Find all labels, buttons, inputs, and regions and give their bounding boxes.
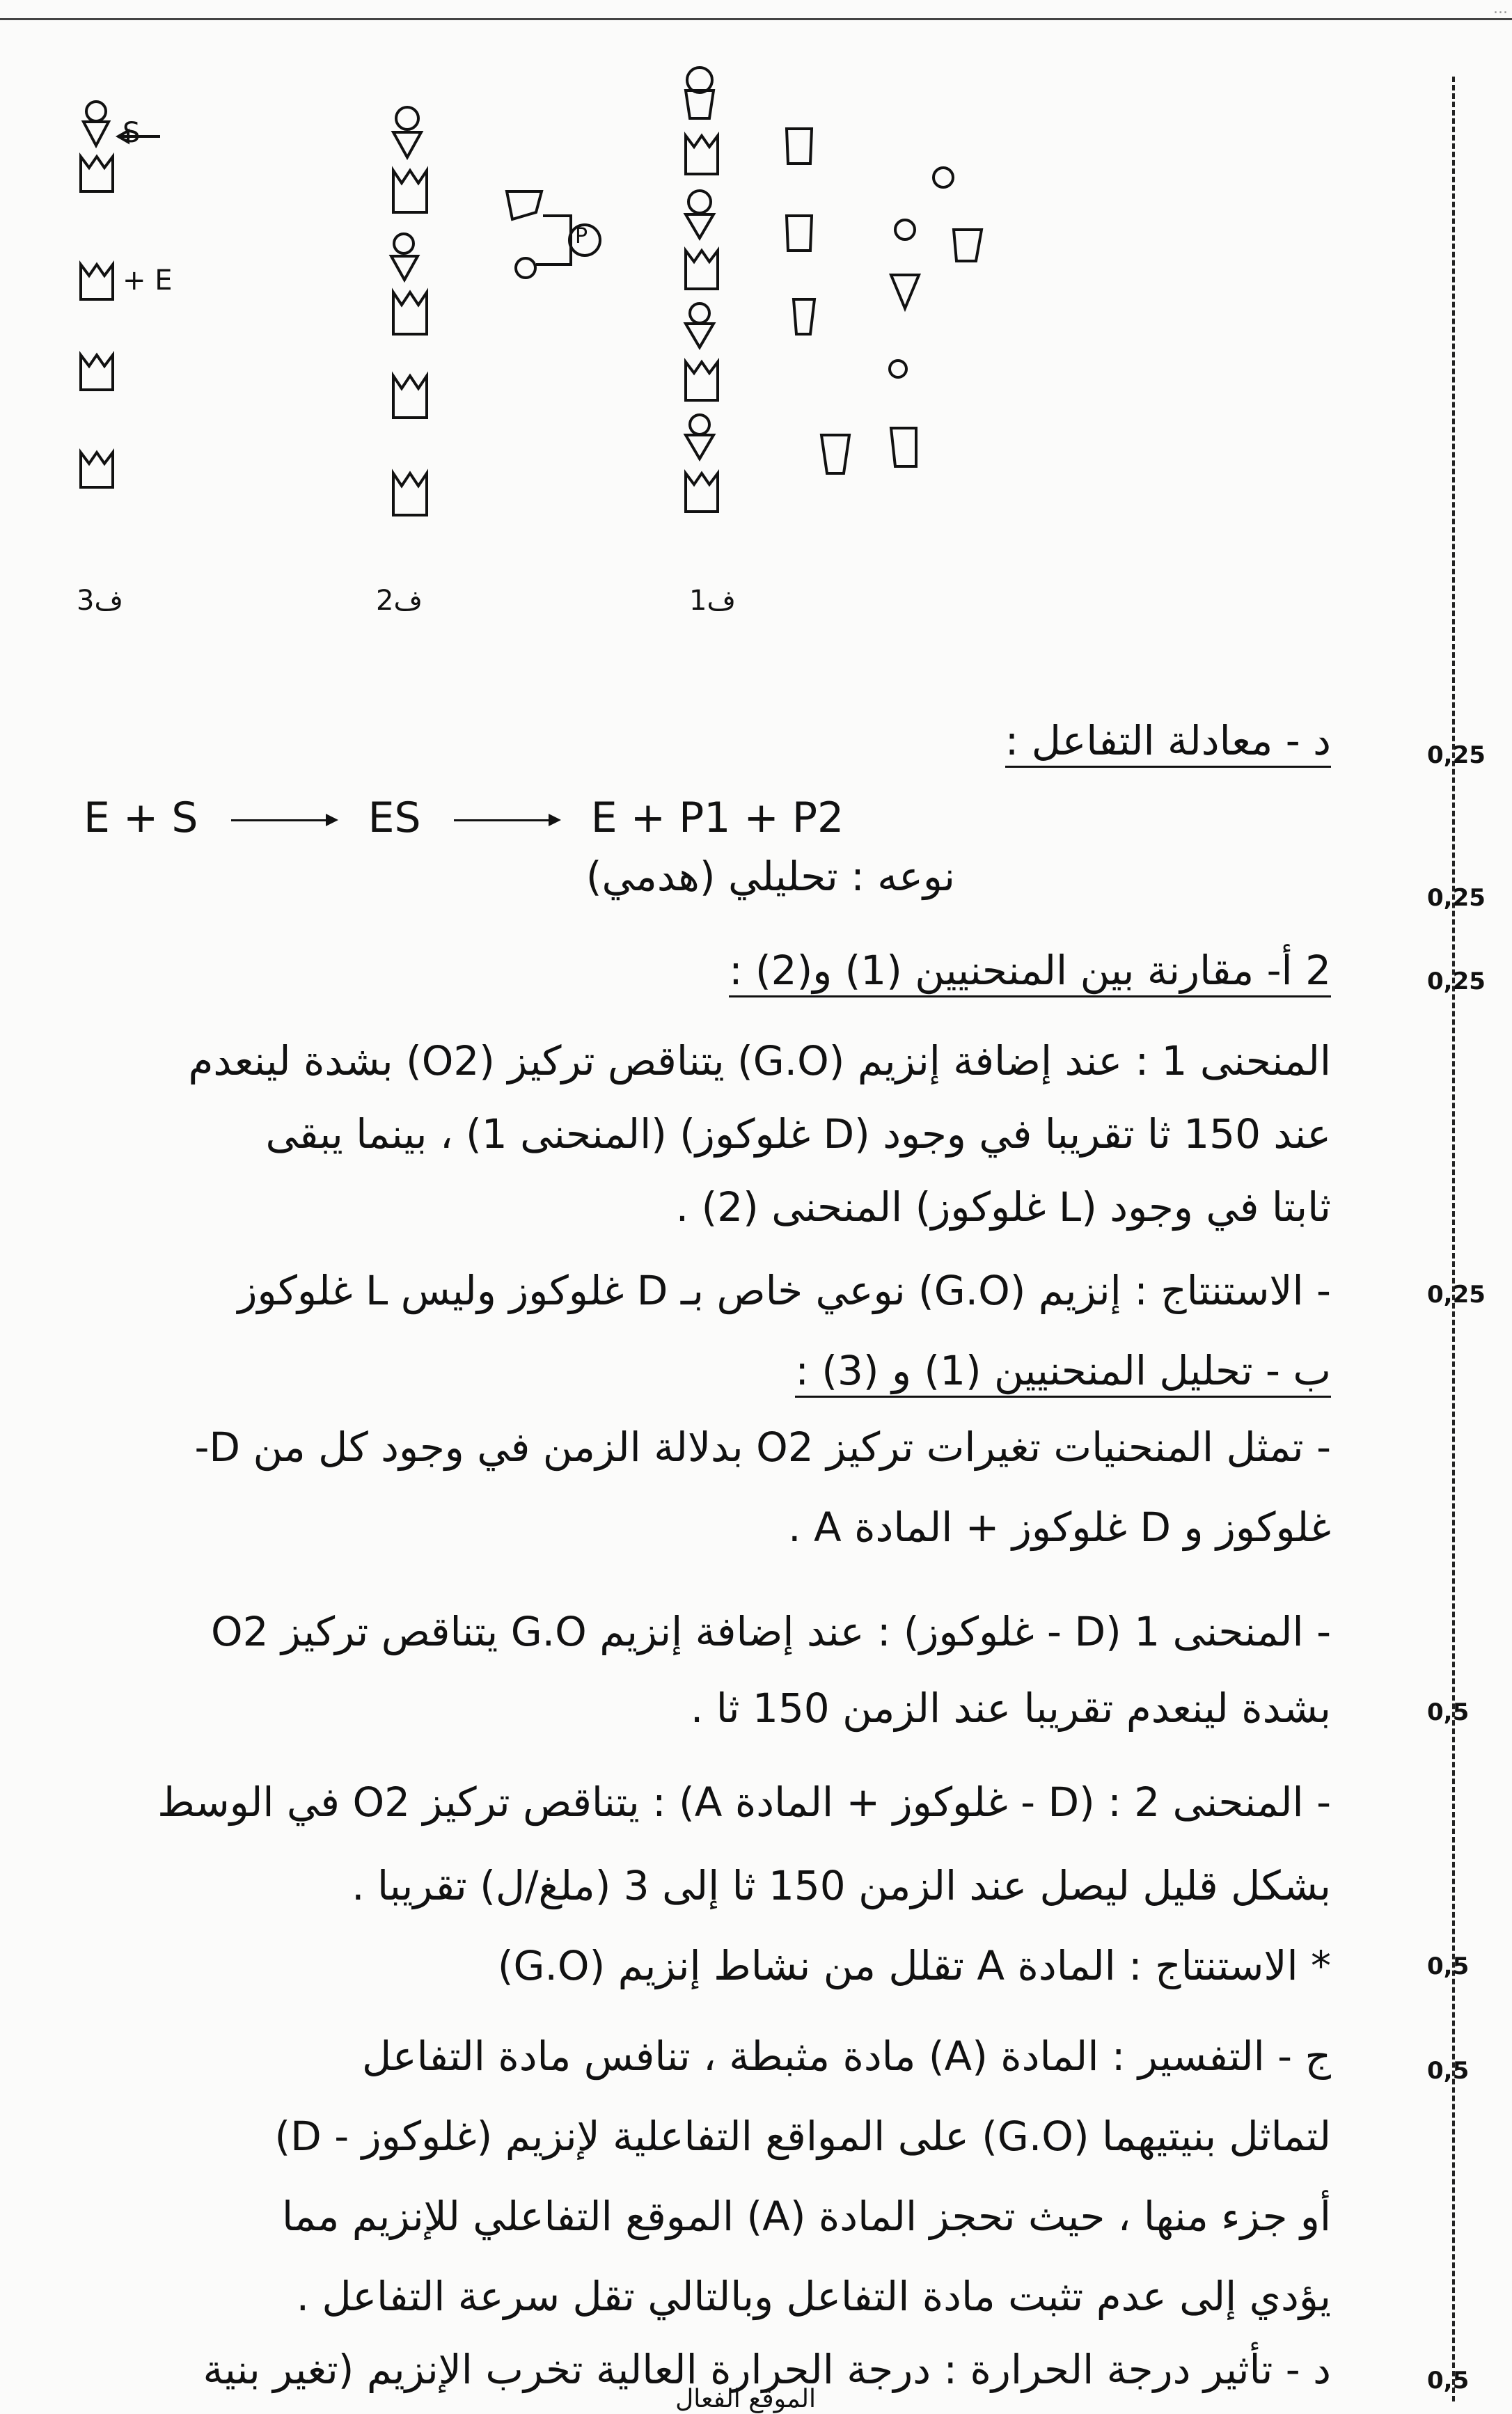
text-line: - الاستنتاج : إنزيم (G.O) نوعي خاص بـ D غلوكوز وليس L غلوكوز [237,1267,1331,1314]
equation-complex: ES [368,794,421,842]
enzyme-substrate-sketch [0,0,1114,668]
reaction-arrow-2 [454,819,558,821]
text-line: * الاستنتاج : المادة A تقلل من نشاط إنزيم (G.O) [497,1942,1331,1989]
text-line: ب - تحليل المنحنيين (1) و (3) : [795,1347,1331,1398]
text-line: 2 أ- مقارنة بين المنحنيين (1) و(2) : [729,947,1331,997]
score-mark: 0,5 [1427,2367,1470,2395]
text-line: بشدة لينعدم تقريبا عند الزمن 150 ثا . [690,1685,1331,1732]
score-mark: 0,25 [1427,1281,1486,1309]
margin-cut-line [1452,77,1455,2401]
text-line: - المنحنى 1 (D - غلوكوز) : عند إضافة إنزيم G.O يتناقص تركيز O2 [211,1608,1331,1655]
text-line: يؤدي إلى عدم تثبت مادة التفاعل وبالتالي تقل سرعة التفاعل . [296,2273,1331,2320]
equation-reactants: E + S [84,794,198,842]
score-mark: 0,25 [1427,741,1486,769]
substrate-label: S [123,117,141,149]
enzyme-label: + E [123,265,173,297]
text-line: - المنحنى 2 : (D - غلوكوز + المادة A) : يتناقص تركيز O2 في الوسط [157,1778,1331,1826]
score-mark: 0,5 [1427,2057,1470,2085]
reaction-type: نوعه : تحليلي (هدمي) [585,853,955,900]
score-mark: 0,25 [1427,968,1486,995]
text-line: عند 150 ثا تقريبا في وجود (D غلوكوز) (المنحنى 1) ، بينما يبقى [265,1110,1331,1158]
score-mark: 0,5 [1427,1698,1470,1726]
product-label: P [575,224,588,248]
text-line: بشكل قليل ليصل عند الزمن 150 ثا إلى 3 (ملغ/ل) تقريبا . [352,1862,1331,1909]
equation-heading: د - معادلة التفاعل : [1005,717,1331,768]
column-ph1 [686,68,982,512]
active-site-note: الموقع الفعال [675,2385,816,2413]
phase-label-3: ف3 [77,585,123,617]
reaction-equation [84,794,863,842]
equation-products: E + P1 + P2 [590,794,844,842]
score-mark: 0,25 [1427,884,1486,912]
text-line: د - تأثير درجة الحرارة : درجة الحرارة العالية تخرب الإنزيم (تغير بنية [203,2346,1331,2393]
text-line: - تمثل المنحنيات تغيرات تركيز O2 بدلالة الزمن في وجود كل من D- [194,1423,1331,1471]
phase-label-2: ف2 [376,585,423,617]
score-mark: 0,5 [1427,1952,1470,1980]
reaction-arrow-1 [231,819,336,821]
text-line: (D - غلوكوز) على المواقع التفاعلية لإنزيم (G.O) لتماثل بنيتيهما [274,2113,1331,2160]
text-line: أو جزء منها ، حيث تحجز المادة (A) الموقع التفاعلي للإنزيم مما [282,2193,1331,2240]
text-line: ج - التفسير : المادة (A) مادة مثبطة ، تنافس مادة التفاعل [362,2033,1331,2080]
text-line: ثابتا في وجود (L غلوكوز) المنحنى (2) . [675,1183,1331,1231]
text-line: غلوكوز و D غلوكوز + المادة A . [788,1504,1331,1551]
corner-mark: ... [1493,0,1508,17]
column-ph2 [391,107,600,515]
text-line: المنحنى 1 : عند إضافة إنزيم (G.O) يتناقص تركيز (O2) بشدة لينعدم [188,1037,1331,1084]
phase-label-1: ف1 [689,585,736,617]
